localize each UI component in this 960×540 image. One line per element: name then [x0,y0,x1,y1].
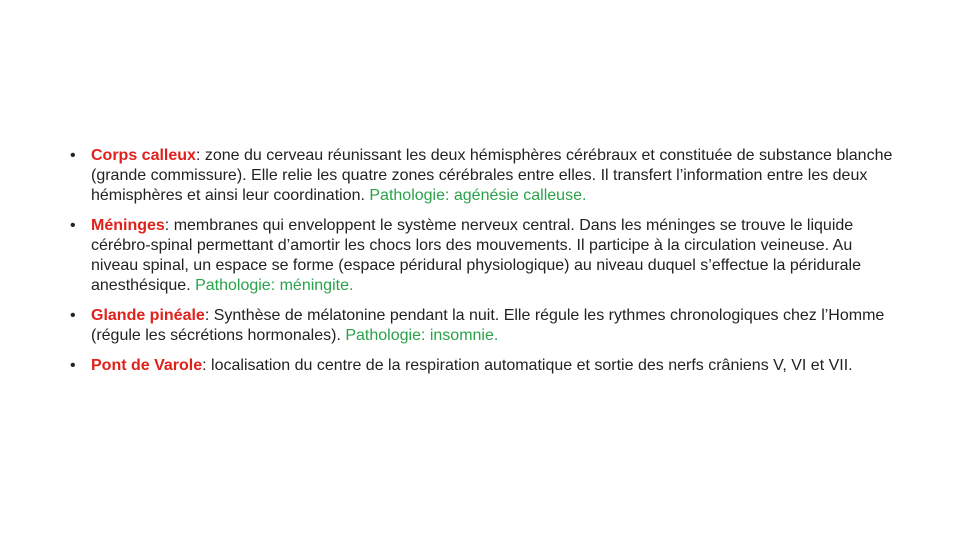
bullet-list [70,146,900,386]
term-label: Méninges [91,217,165,234]
pathology-text: Pathologie: méningite. [195,277,354,294]
term-description: membranes qui enveloppent le système nerveux central. Dans les méninges se trouve le liquide cérébro-spinal permettant d’amortir les chocs lors des mouvements. Il participe à la circulation veineuse. Au niveau spinal, un espace se forme (espace péridural physiologique) au niveau duquel s’effectue la péridurale anesthésique. [91,217,861,294]
list-item-meninges [70,216,900,296]
colon: : [204,307,210,324]
bullet-icon: • [70,147,76,164]
bullet-icon: • [70,357,76,374]
pathology-text: Pathologie: insomnie. [345,327,499,344]
bullet-icon: • [70,307,76,324]
pathology-text: Pathologie: agénésie calleuse. [369,187,587,204]
colon: : [202,357,207,374]
colon: : [164,217,170,234]
term-label: Corps calleux [91,147,196,164]
list-item-corps-calleux [70,146,900,206]
bullet-icon: • [70,217,76,234]
colon: : [195,147,201,164]
term-description: zone du cerveau réunissant les deux hémisphères cérébraux et constituée de substance blanche (grande commissure). Elle relie les quatre zones cérébrales entre elles. Il transfert l’information entre les deux hémisphères et ainsi leur coordination. [91,147,893,204]
list-item-glande-pineale [70,306,900,346]
term-label: Glande pinéale [91,307,205,324]
term-label: Pont de Varole [91,357,203,374]
list-item-pont-de-varole [70,356,900,376]
term-description: Synthèse de mélatonine pendant la nuit. Elle régule les rythmes chronologiques chez l’Homme (régule les sécrétions hormonales). [91,307,885,344]
term-description: localisation du centre de la respiration automatique et sortie des nerfs crâniens V, VI et VII. [206,357,853,374]
